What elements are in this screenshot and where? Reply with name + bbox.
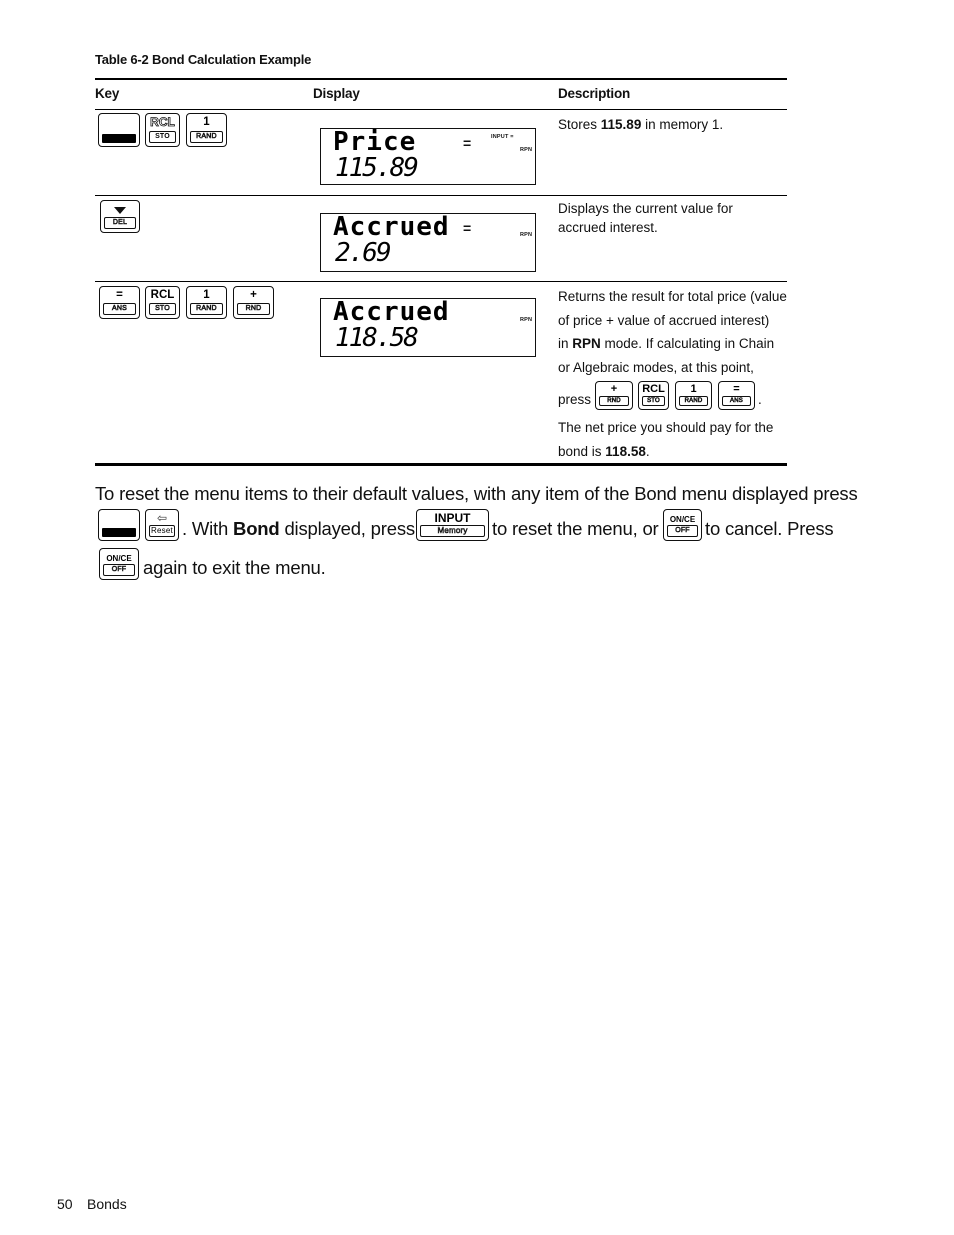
paragraph-reset: to reset the menu, or [492,518,659,539]
input-key[interactable]: INPUT Memory [416,509,489,541]
paragraph-with: . With Bond displayed, press [182,518,415,539]
one-key[interactable]: 1 RAND [186,113,227,147]
table-caption: Table 6-2 Bond Calculation Example [95,52,312,67]
row2-rule [95,281,787,282]
header-rule [95,109,787,110]
one-key[interactable]: 1 RAND [186,286,227,319]
shift-bar [102,134,136,143]
paragraph-cancel: to cancel. Press [705,518,834,539]
equals-key[interactable]: = ANS [718,381,755,410]
plus-key[interactable]: + RND [595,381,633,410]
paragraph-line1: To reset the menu items to their default values, with any item of the Bond menu displayed press [95,483,858,504]
lcd-display-total: Accrued RPN 118.58 [320,298,536,357]
row2-description: Displays the current value for accrued interest. [558,201,733,235]
down-arrow-key[interactable]: DEL [100,200,140,233]
row1-rule [95,195,787,196]
reset-key[interactable]: ⇦ Reset [145,509,179,541]
header-display: Display [313,86,360,101]
shift-bar [102,528,136,537]
table-bottom-rule [95,463,787,466]
table-top-rule [95,78,787,80]
page-number: 50 [57,1196,73,1212]
rcl-key[interactable]: RCL STO [145,286,180,319]
shift-key[interactable] [98,509,140,541]
shift-key[interactable] [98,113,140,147]
lcd-display-accrued: Accrued = RPN 2.69 [320,213,536,272]
backspace-arrow-icon: ⇦ [156,511,168,525]
on-ce-key[interactable]: ON/CE OFF [99,548,139,580]
row3-description-end: The net price you should pay for the bond is 118.58. [558,420,774,459]
row3-description: Returns the result for total price (value of price + value of accrued interest) in RPN mode. If calculating in Chain or Algebraic modes, at this point, [558,289,787,375]
one-key[interactable]: 1 RAND [675,381,712,410]
equals-key[interactable]: = ANS [99,286,140,319]
on-ce-key[interactable]: ON/CE OFF [663,509,702,541]
plus-key[interactable]: + RND [233,286,274,319]
header-description: Description [558,86,631,101]
rcl-key[interactable]: RCL STO [145,113,180,147]
row1-description: Stores 115.89 in memory 1. [558,117,724,132]
header-key: Key [95,86,120,101]
down-arrow-icon [114,207,126,214]
row3-press-label: press [558,392,592,407]
rcl-key[interactable]: RCL STO [638,381,669,410]
section-name: Bonds [87,1196,127,1212]
lcd-display-price: Price = INPUT = RPN 115.89 [320,128,536,185]
row3-press-period: . [758,392,762,407]
paragraph-again: again to exit the menu. [143,557,326,578]
